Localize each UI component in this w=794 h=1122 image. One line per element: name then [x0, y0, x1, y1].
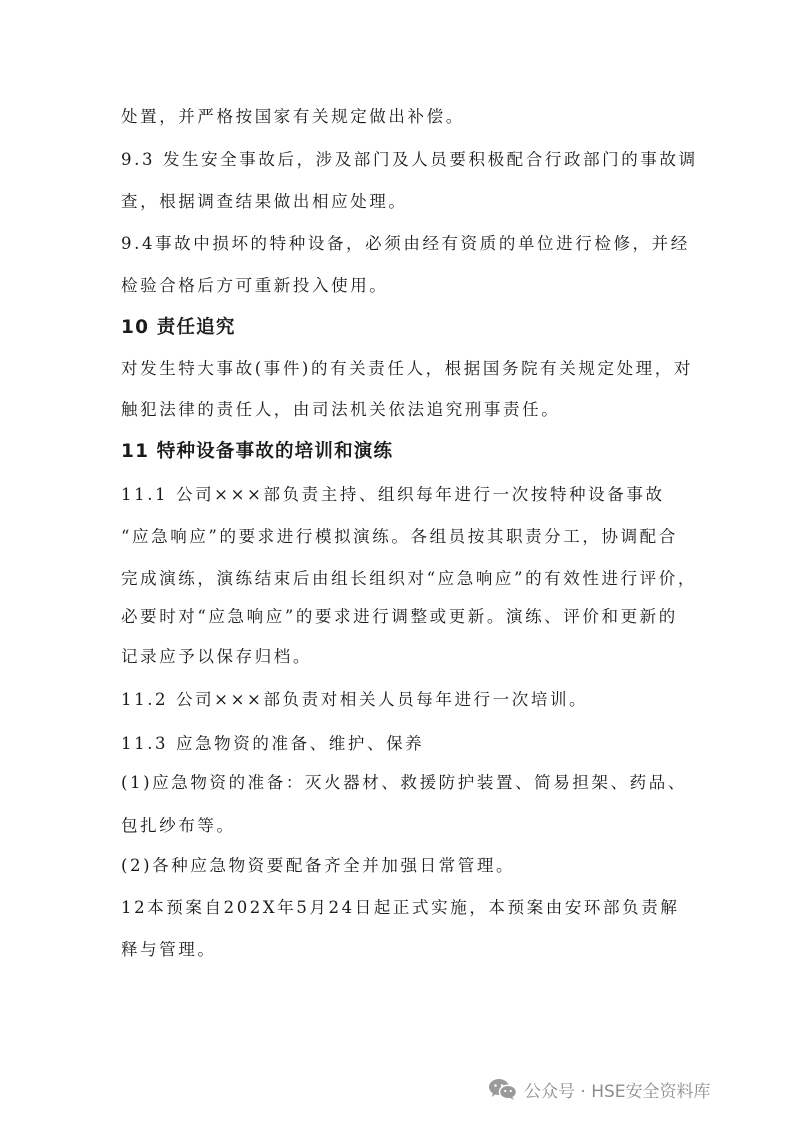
- paragraph-line: 11.3 应急物资的准备、维护、保养: [121, 734, 425, 753]
- paragraph-line: 记录应予以保存归档。: [121, 647, 312, 666]
- watermark-text: 公众号 · HSE安全资料库: [524, 1081, 711, 1102]
- section-heading-11: 11 特种设备事故的培训和演练: [121, 441, 394, 462]
- paragraph-line: (1)应急物资的准备：灭火器材、救援防护装置、简易担架、药品、: [121, 773, 687, 792]
- paragraph-line: 检验合格后方可重新投入使用。: [121, 276, 389, 295]
- paragraph-line: 完成演练，演练结束后由组长组织对“应急响应”的有效性进行评价，: [121, 569, 697, 588]
- paragraph-line: 对发生特大事故(事件)的有关责任人，根据国务院有关规定处理，对: [121, 359, 693, 378]
- paragraph-line: 12本预案自202X年5月24日起正式实施，本预案由安环部负责解: [121, 898, 680, 917]
- paragraph-line: 11.2 公司×××部负责对相关人员每年进行一次培训。: [121, 690, 589, 709]
- paragraph-line: 释与管理。: [121, 940, 217, 959]
- wechat-icon: [488, 1077, 518, 1101]
- paragraph-line: “应急响应”的要求进行模拟演练。各组员按其职责分工，协调配合: [121, 527, 678, 546]
- paragraph-line: 处置，并严格按国家有关规定做出补偿。: [121, 107, 465, 126]
- paragraph-line: 查，根据调查结果做出相应处理。: [121, 192, 408, 211]
- paragraph-line: (2)各种应急物资要配备齐全并加强日常管理。: [121, 856, 516, 875]
- paragraph-line: 9.4事故中损坏的特种设备，必须由经有资质的单位进行检修，并经: [121, 234, 690, 253]
- watermark: [488, 1076, 711, 1102]
- paragraph-line: 包扎纱布等。: [121, 816, 236, 835]
- paragraph-line: 必要时对“应急响应”的要求进行调整或更新。演练、评价和更新的: [121, 607, 678, 626]
- section-heading-10: 10 责任追究: [121, 317, 236, 338]
- paragraph-line: 触犯法律的责任人，由司法机关依法追究刑事责任。: [121, 400, 561, 419]
- paragraph-line: 11.1 公司×××部负责主持、组织每年进行一次按特种设备事故: [121, 485, 665, 504]
- paragraph-line: 9.3 发生安全事故后，涉及部门及人员要积极配合行政部门的事故调: [121, 150, 698, 169]
